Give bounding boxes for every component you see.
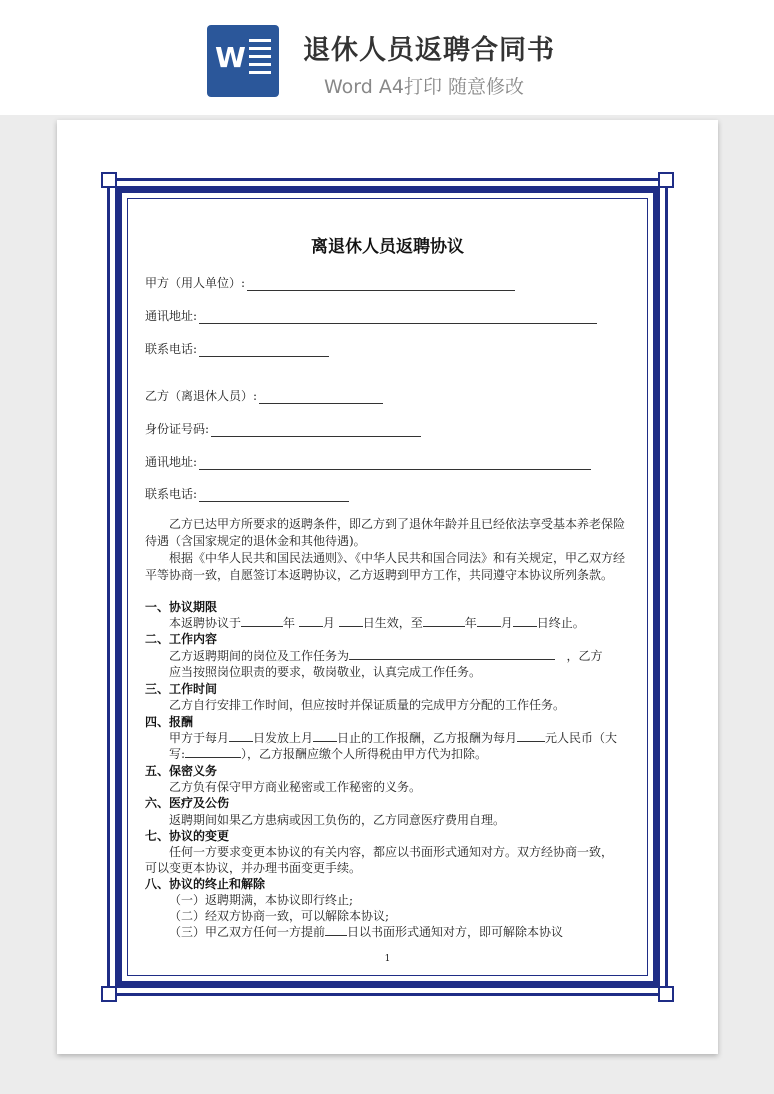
section-1-text-a: 本返聘协议于: [169, 616, 242, 630]
section-1-line: [169, 614, 585, 631]
section-7-line-2: 可以变更本协议，并办理书面变更手续。: [145, 861, 362, 875]
section-8-heading: 八、协议的终止和解除: [145, 877, 266, 891]
border-corner-bottom-right: [658, 986, 674, 1002]
party-b-phone-field: [145, 485, 349, 502]
section-1-text-g: 日终止。: [536, 616, 585, 630]
start-day-blank[interactable]: [339, 614, 363, 627]
notice-days-blank[interactable]: [325, 923, 347, 936]
section-4-text-b: 日发放上月: [253, 731, 314, 745]
word-icon-letter: W: [215, 41, 246, 74]
end-day-blank[interactable]: [513, 614, 537, 627]
salary-uppercase-blank[interactable]: [185, 745, 241, 758]
party-b-id-label: 身份证号码:: [145, 422, 210, 436]
section-8-item-3: [169, 923, 563, 940]
party-b-id-blank[interactable]: [211, 423, 421, 437]
section-1-text-c: 月: [322, 616, 335, 630]
header-title: 退休人员返聘合同书: [303, 35, 555, 66]
section-7-heading: 七、协议的变更: [145, 829, 230, 843]
end-year-blank[interactable]: [423, 614, 465, 627]
job-task-blank[interactable]: [349, 647, 555, 660]
section-8-item-1: （一）返聘期满，本协议即行终止;: [169, 893, 354, 907]
section-2-text-a: 乙方返聘期间的岗位及工作任务为: [169, 649, 350, 663]
section-6-heading: 六、医疗及公伤: [145, 796, 230, 810]
period-end-day-blank[interactable]: [313, 729, 337, 742]
intro-paragraph-1: 乙方已达甲方所要求的返聘条件，即乙方到了退休年龄并且已经依法享受基本养老保险待遇（含国家规定的退休金和其他待遇)。: [145, 517, 626, 548]
start-month-blank[interactable]: [299, 614, 323, 627]
section-3-heading: 三、工作时间: [145, 682, 218, 696]
border-corner-top-left: [101, 172, 117, 188]
section-7-line-1: 任何一方要求变更本协议的有关内容，都应以书面形式通知对方。双方经协商一致，: [169, 845, 614, 859]
party-a-address-label: 通讯地址:: [145, 309, 198, 323]
section-4-line-2: [169, 745, 487, 762]
section-5-line-1: 乙方负有保守甲方商业秘密或工作秘密的义务。: [169, 780, 422, 794]
end-month-blank[interactable]: [477, 614, 501, 627]
party-b-address-label: 通讯地址:: [145, 455, 198, 469]
party-b-address-field: [145, 453, 591, 470]
section-1-text-d: 日生效，至: [362, 616, 423, 630]
border-corner-bottom-left: [101, 986, 117, 1002]
section-6-line-1: 返聘期间如果乙方患病或因工负伤的，乙方同意医疗费用自理。: [169, 813, 506, 827]
party-a-unit-label: 甲方（用人单位）:: [145, 276, 246, 290]
section-4-text-f: ），乙方报酬应缴个人所得税由甲方代为扣除。: [241, 747, 488, 761]
intro-paragraph-2: 根据《中华人民共和国民法通则》、《中华人民共和国合同法》和有关规定，甲乙双方经平等协商一致，自愿签订本返聘协议，乙方返聘到甲方工作，共同遵守本协议所列条款。: [145, 551, 626, 582]
party-a-unit-field: [145, 274, 515, 291]
document-title: 离退休人员返聘协议: [311, 237, 464, 257]
word-icon-lines: [249, 39, 271, 79]
section-4-text-c: 日止的工作报酬，乙方报酬为每月: [337, 731, 518, 745]
party-b-name-field: [145, 387, 383, 404]
section-2-line-1: [169, 647, 602, 664]
start-year-blank[interactable]: [241, 614, 283, 627]
section-8-item-3-text-a: （三）甲乙双方任何一方提前: [169, 925, 326, 939]
party-b-phone-blank[interactable]: [199, 488, 349, 502]
monthly-salary-blank[interactable]: [517, 729, 545, 742]
section-4-line-1: [169, 729, 617, 746]
section-4-text-a: 甲方于每月: [169, 731, 230, 745]
word-app-icon: [207, 25, 279, 97]
section-8-item-3-text-b: 日以书面形式通知对方，即可解除本协议: [347, 925, 564, 939]
party-a-phone-field: [145, 340, 329, 357]
party-b-address-blank[interactable]: [199, 456, 591, 470]
party-b-id-field: [145, 420, 421, 437]
section-2-line-2: 应当按照岗位职责的要求，敬岗敬业，认真完成工作任务。: [169, 665, 482, 679]
border-corner-top-right: [658, 172, 674, 188]
section-1-heading: 一、协议期限: [145, 600, 218, 614]
section-4-heading: 四、报酬: [145, 715, 194, 729]
page-number: 1: [384, 954, 391, 964]
section-3-line-1: 乙方自行安排工作时间，但应按时并保证质量的完成甲方分配的工作任务。: [169, 698, 566, 712]
party-b-name-label: 乙方（离退休人员）:: [145, 389, 258, 403]
party-b-phone-label: 联系电话:: [145, 487, 198, 501]
party-a-unit-blank[interactable]: [247, 277, 515, 291]
party-b-name-blank[interactable]: [259, 390, 383, 404]
party-a-address-field: [145, 307, 597, 324]
document-page: [57, 120, 718, 1054]
section-1-text-f: 月: [500, 616, 513, 630]
party-a-phone-blank[interactable]: [199, 343, 329, 357]
section-4-text-d: 元人民币（大: [545, 731, 618, 745]
section-1-text-e: 年: [464, 616, 477, 630]
section-1-text-b: 年: [283, 616, 296, 630]
pay-day-blank[interactable]: [229, 729, 253, 742]
section-4-text-e: 写:: [169, 747, 186, 761]
section-2-text-b: ，乙方: [566, 649, 603, 663]
section-2-heading: 二、工作内容: [145, 632, 218, 646]
party-a-address-blank[interactable]: [199, 310, 597, 324]
header-subtitle: Word A4打印 随意修改: [324, 76, 525, 98]
header-banner: [0, 0, 774, 115]
section-8-item-2: （二）经双方协商一致，可以解除本协议;: [169, 909, 390, 923]
party-a-phone-label: 联系电话:: [145, 342, 198, 356]
section-5-heading: 五、保密义务: [145, 764, 218, 778]
